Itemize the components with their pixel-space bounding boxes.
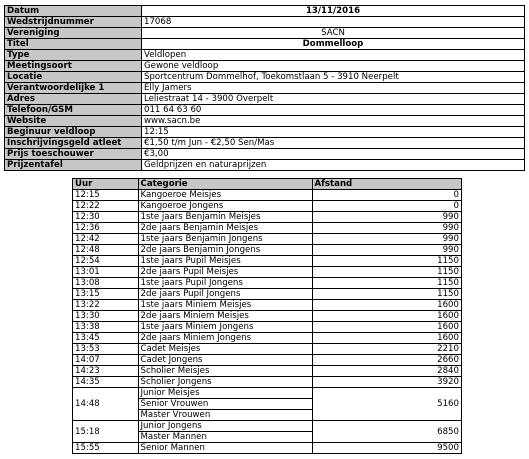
schedule-category: 2de jaars Benjamin Jongens [138, 245, 312, 256]
prijzentafel-label: Prijzentafel [5, 160, 142, 171]
table-row [73, 388, 462, 399]
schedule-distance: 1600 [312, 333, 461, 344]
titel-value: Dommelloop [142, 39, 525, 50]
schedule-category: 1ste jaars Benjamin Meisjes [138, 212, 312, 223]
schedule-distance: 6850 [312, 421, 461, 443]
schedule-distance: 0 [312, 201, 461, 212]
schedule-category: 2de jaars Benjamin Meisjes [138, 223, 312, 234]
type-value: Veldlopen [142, 50, 525, 61]
table-row [73, 223, 462, 234]
type-label: Type [5, 50, 142, 61]
info-row-datum [5, 6, 525, 17]
schedule-category: 1ste jaars Miniem Jongens [138, 322, 312, 333]
table-row [73, 366, 462, 377]
schedule-distance: 990 [312, 223, 461, 234]
schedule-time: 12:22 [73, 201, 139, 212]
schedule-time: 13:53 [73, 344, 139, 355]
locatie-label: Locatie [5, 72, 142, 83]
vereniging-value: SACN [142, 28, 525, 39]
info-row-titel [5, 39, 525, 50]
locatie-value: Sportcentrum Dommelhof, Toekomstlaan 5 - 3910 Neerpelt [142, 72, 525, 83]
info-row-website [5, 116, 525, 127]
schedule-table [72, 178, 462, 454]
schedule-category: 1ste jaars Benjamin Jongens [138, 234, 312, 245]
table-row [73, 421, 462, 432]
schedule-distance: 1600 [312, 311, 461, 322]
table-row [73, 267, 462, 278]
schedule-distance: 1150 [312, 267, 461, 278]
info-row-prijzentafel [5, 160, 525, 171]
table-row [73, 355, 462, 366]
table-row [73, 344, 462, 355]
info-row-telefoon [5, 105, 525, 116]
website-label: Website [5, 116, 142, 127]
schedule-time: 12:48 [73, 245, 139, 256]
datum-label: Datum [5, 6, 142, 17]
schedule-distance: 1150 [312, 278, 461, 289]
schedule-distance: 5160 [312, 388, 461, 421]
schedule-time: 13:22 [73, 300, 139, 311]
meetingsoort-value: Gewone veldloop [142, 61, 525, 72]
categorie-header: Categorie [138, 179, 312, 190]
schedule-time: 13:45 [73, 333, 139, 344]
schedule-category: Kangoeroe Jongens [138, 201, 312, 212]
table-row [73, 190, 462, 201]
schedule-time: 15:55 [73, 443, 139, 454]
titel-label: Titel [5, 39, 142, 50]
schedule-category: Senior Vrouwen [138, 399, 312, 410]
schedule-distance: 1150 [312, 256, 461, 267]
table-row [73, 212, 462, 223]
info-row-wedstrijdnummer [5, 17, 525, 28]
wedstrijdnummer-label: Wedstrijdnummer [5, 17, 142, 28]
schedule-time: 14:35 [73, 377, 139, 388]
verantwoordelijke-label: Verantwoordelijke 1 [5, 83, 142, 94]
schedule-category: 2de jaars Miniem Meisjes [138, 311, 312, 322]
schedule-category: 2de jaars Pupil Jongens [138, 289, 312, 300]
schedule-distance: 1600 [312, 322, 461, 333]
schedule-time: 12:15 [73, 190, 139, 201]
schedule-distance: 990 [312, 245, 461, 256]
table-row [73, 443, 462, 454]
info-row-inschrijvingsgeld [5, 138, 525, 149]
datum-value: 13/11/2016 [142, 6, 525, 17]
schedule-time: 13:08 [73, 278, 139, 289]
info-row-type [5, 50, 525, 61]
schedule-category: Master Vrouwen [138, 410, 312, 421]
schedule-distance: 990 [312, 234, 461, 245]
beginuur-label: Beginuur veldloop [5, 127, 142, 138]
info-row-verantwoordelijke [5, 83, 525, 94]
table-row [73, 278, 462, 289]
table-row [73, 234, 462, 245]
schedule-header-row [73, 179, 462, 190]
schedule-distance: 1150 [312, 289, 461, 300]
schedule-time: 12:36 [73, 223, 139, 234]
schedule-category: 1ste jaars Pupil Jongens [138, 278, 312, 289]
table-row [73, 245, 462, 256]
schedule-distance: 990 [312, 212, 461, 223]
prijs-value: €3,00 [142, 149, 525, 160]
inschrijvingsgeld-value: €1,50 t/m Jun - €2,50 Sen/Mas [142, 138, 525, 149]
verantwoordelijke-value: Elly Jamers [142, 83, 525, 94]
schedule-distance: 1600 [312, 300, 461, 311]
info-row-meetingsoort [5, 61, 525, 72]
info-row-locatie [5, 72, 525, 83]
schedule-category: 2de jaars Miniem Jongens [138, 333, 312, 344]
schedule-category: Scholier Jongens [138, 377, 312, 388]
table-row [73, 289, 462, 300]
prijs-label: Prijs toeschouwer [5, 149, 142, 160]
schedule-distance: 2210 [312, 344, 461, 355]
afstand-header: Afstand [312, 179, 461, 190]
table-row [73, 377, 462, 388]
table-row [73, 322, 462, 333]
uur-header: Uur [73, 179, 139, 190]
adres-value: Leliestraat 14 - 3900 Overpelt [142, 94, 525, 105]
table-row [73, 311, 462, 322]
event-info-table [4, 5, 525, 171]
schedule-distance: 2840 [312, 366, 461, 377]
schedule-distance: 9500 [312, 443, 461, 454]
adres-label: Adres [5, 94, 142, 105]
info-row-beginuur [5, 127, 525, 138]
info-row-prijs [5, 149, 525, 160]
schedule-category: Cadet Jongens [138, 355, 312, 366]
schedule-time: 13:30 [73, 311, 139, 322]
website-value: www.sacn.be [142, 116, 525, 127]
schedule-category: Scholier Meisjes [138, 366, 312, 377]
inschrijvingsgeld-label: Inschrijvingsgeld atleet [5, 138, 142, 149]
schedule-distance: 2660 [312, 355, 461, 366]
schedule-category: Cadet Meisjes [138, 344, 312, 355]
beginuur-value: 12:15 [142, 127, 525, 138]
table-row [73, 201, 462, 212]
schedule-category: 2de jaars Pupil Meisjes [138, 267, 312, 278]
schedule-time: 14:23 [73, 366, 139, 377]
schedule-time: 12:42 [73, 234, 139, 245]
schedule-time: 14:48 [73, 388, 139, 421]
schedule-time: 14:07 [73, 355, 139, 366]
schedule-category: Kangoeroe Meisjes [138, 190, 312, 201]
wedstrijdnummer-value: 17068 [142, 17, 525, 28]
schedule-distance: 0 [312, 190, 461, 201]
schedule-time: 13:38 [73, 322, 139, 333]
info-row-adres [5, 94, 525, 105]
info-row-vereniging [5, 28, 525, 39]
telefoon-label: Telefoon/GSM [5, 105, 142, 116]
schedule-category: 1ste jaars Miniem Meisjes [138, 300, 312, 311]
schedule-category: 1ste jaars Pupil Meisjes [138, 256, 312, 267]
schedule-time: 12:30 [73, 212, 139, 223]
schedule-distance: 3920 [312, 377, 461, 388]
table-row [73, 256, 462, 267]
schedule-body [73, 190, 462, 454]
schedule-category: Junior Jongens [138, 421, 312, 432]
table-row [73, 333, 462, 344]
table-row [73, 300, 462, 311]
prijzentafel-value: Geldprijzen en naturaprijzen [142, 160, 525, 171]
telefoon-value: 011 64 63 60 [142, 105, 525, 116]
schedule-category: Senior Mannen [138, 443, 312, 454]
meetingsoort-label: Meetingsoort [5, 61, 142, 72]
vereniging-label: Vereniging [5, 28, 142, 39]
schedule-time: 13:01 [73, 267, 139, 278]
schedule-time: 13:15 [73, 289, 139, 300]
schedule-time: 15:18 [73, 421, 139, 443]
schedule-category: Master Mannen [138, 432, 312, 443]
schedule-time: 12:54 [73, 256, 139, 267]
schedule-category: Junior Meisjes [138, 388, 312, 399]
